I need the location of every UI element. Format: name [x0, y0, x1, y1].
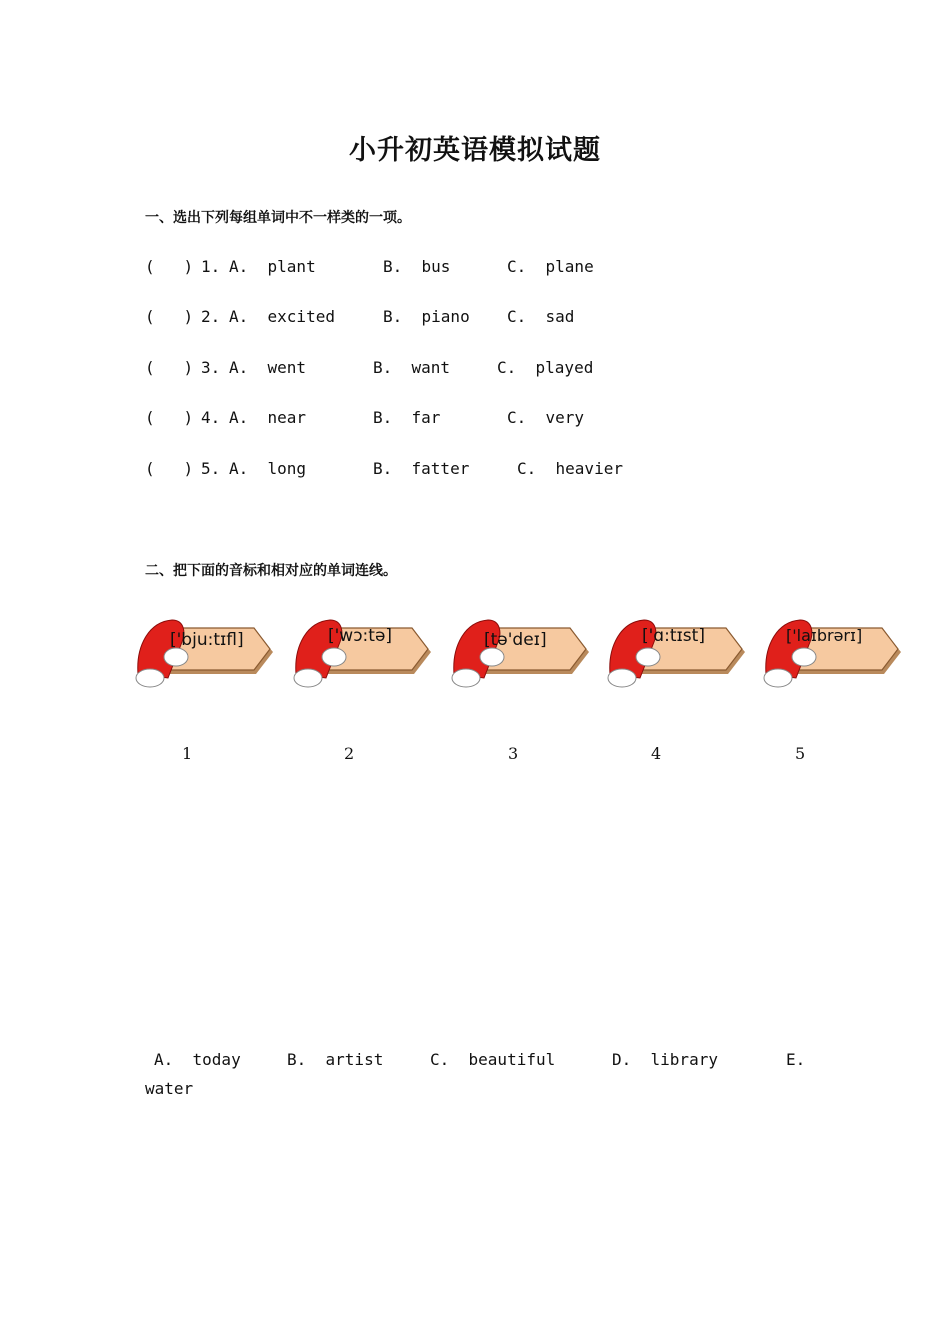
- question-number: 4.: [201, 408, 221, 427]
- option-b: B. fatter: [373, 459, 470, 478]
- word-option-b: B. artist: [287, 1050, 384, 1069]
- word-option-d: D. library: [612, 1050, 718, 1069]
- sign-number-5: 5: [795, 744, 806, 763]
- phonetic-label-5: ['laɪbrərɪ]: [786, 626, 863, 645]
- word-options: [145, 1050, 825, 1110]
- option-b: B. piano: [383, 307, 470, 326]
- answer-bracket: ( ): [145, 257, 194, 276]
- sign-number-3: 3: [508, 744, 519, 763]
- section-1-heading: 一、选出下列每组单词中不一样类的一项。: [145, 210, 411, 226]
- word-option-e-text: water: [145, 1079, 194, 1098]
- phonetic-label-2: ['wɔ:tə]: [328, 626, 393, 646]
- option-a: A. plant: [229, 257, 316, 276]
- option-b: B. far: [373, 408, 441, 427]
- option-a: A. near: [229, 408, 307, 427]
- option-a: A. excited: [229, 307, 335, 326]
- option-c: C. played: [497, 358, 594, 377]
- santa-hat-sign-icon: [444, 612, 594, 702]
- sign-number-4: 4: [651, 744, 662, 763]
- question-number: 2.: [201, 307, 221, 326]
- answer-bracket: ( ): [145, 408, 194, 427]
- phonetic-sign-1: [128, 612, 278, 702]
- question-row-2: [145, 307, 575, 329]
- question-row-1: [145, 257, 594, 279]
- section-2-heading: 二、把下面的音标和相对应的单词连线。: [145, 563, 397, 579]
- option-b: B. bus: [383, 257, 451, 276]
- answer-bracket: ( ): [145, 307, 194, 326]
- question-row-4: [145, 408, 585, 430]
- question-row-5: [145, 459, 623, 481]
- phonetic-label-3: [tə'deɪ]: [484, 630, 547, 650]
- sign-number-2: 2: [344, 744, 355, 763]
- phonetic-signs: [128, 612, 908, 707]
- question-number: 3.: [201, 358, 221, 377]
- option-c: C. plane: [507, 257, 594, 276]
- option-a: A. went: [229, 358, 307, 377]
- option-c: C. heavier: [517, 459, 623, 478]
- question-number: 1.: [201, 257, 221, 276]
- phonetic-sign-3: [444, 612, 594, 702]
- sign-number-1: 1: [182, 744, 193, 763]
- phonetic-sign-4: [600, 612, 750, 702]
- option-b: B. want: [373, 358, 451, 377]
- word-option-a: A. today: [154, 1050, 241, 1069]
- phonetic-sign-2: [286, 612, 436, 702]
- answer-bracket: ( ): [145, 459, 194, 478]
- option-a: A. long: [229, 459, 307, 478]
- word-option-e-letter: E.: [786, 1050, 806, 1069]
- santa-hat-sign-icon: [128, 612, 278, 702]
- option-c: C. sad: [507, 307, 575, 326]
- answer-bracket: ( ): [145, 358, 194, 377]
- word-option-c: C. beautiful: [430, 1050, 556, 1069]
- phonetic-label-1: ['bju:tɪfl]: [170, 630, 244, 650]
- phonetic-sign-5: [756, 612, 906, 702]
- question-row-3: [145, 358, 594, 380]
- question-number: 5.: [201, 459, 221, 478]
- page-title: 小升初英语模拟试题: [349, 135, 601, 166]
- option-c: C. very: [507, 408, 585, 427]
- phonetic-label-4: ['ɑ:tɪst]: [642, 626, 705, 646]
